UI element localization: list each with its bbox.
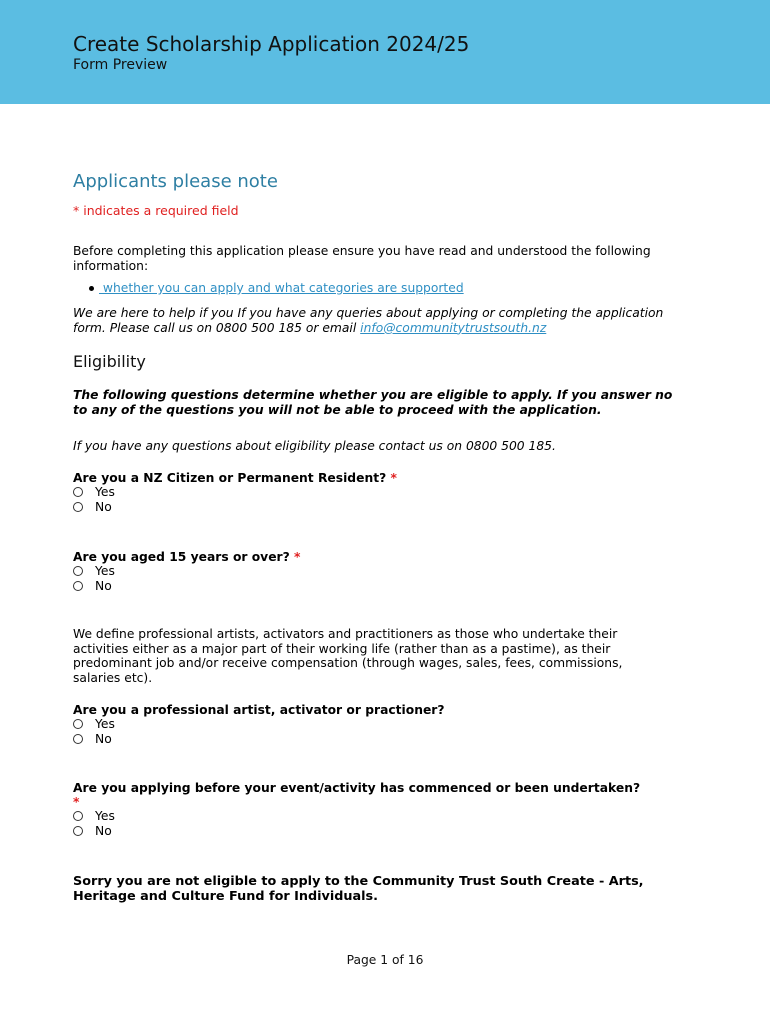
eligibility-contact: If you have any questions about eligibility please contact us on 0800 500 185. (73, 439, 556, 453)
required-star: * (390, 471, 397, 485)
ineligible-message: Sorry you are not eligible to apply to the Community Trust South Create - Arts, Heritage and Culture Fund for Individuals. (73, 874, 644, 904)
radio-icon[interactable] (73, 719, 83, 729)
required-star: * (294, 550, 301, 564)
required-field-note: * indicates a required field (73, 203, 239, 218)
info-bullet (89, 281, 464, 295)
radio-icon[interactable] (73, 487, 83, 497)
intro-paragraph: Before completing this application please ensure you have read and understood the following information: (73, 244, 651, 273)
radio-option-no[interactable]: No (73, 500, 397, 515)
help-email-link[interactable]: info@communitytrustsouth.nz (360, 320, 547, 335)
question-age (73, 550, 300, 594)
page-title: Create Scholarship Application 2024/25 (73, 32, 470, 56)
help-paragraph (73, 306, 673, 336)
notes-heading: Applicants please note (73, 171, 278, 192)
question-label: Are you aged 15 years or over? (73, 550, 290, 564)
help-text: We are here to help if you If you have any queries about applying or completing the application form. Please call us on 0800 500 185 or email (73, 306, 664, 335)
radio-icon[interactable] (73, 811, 83, 821)
radio-option-yes[interactable]: Yes (73, 564, 300, 579)
radio-icon[interactable] (73, 826, 83, 836)
eligibility-heading: Eligibility (73, 352, 146, 371)
question-timing (73, 781, 640, 839)
question-label: Are you applying before your event/activity has commenced or been undertaken? (73, 781, 641, 795)
page-number: Page 1 of 16 (346, 953, 424, 967)
bullet-icon (89, 286, 94, 291)
eligibility-info-link[interactable]: whether you can apply and what categories are supported (99, 281, 464, 295)
question-label: Are you a NZ Citizen or Permanent Resident? (73, 471, 387, 485)
definition-paragraph: We define professional artists, activators and practitioners as those who undertake their activities either as a major part of their working life (rather than as a pastime), as their predominant job and/or receive compensation (through wages, sales, fees, commissions, salaries etc). (73, 627, 623, 685)
radio-option-yes[interactable]: Yes (73, 485, 397, 500)
page-subtitle: Form Preview (73, 57, 168, 73)
radio-option-no[interactable]: No (73, 824, 640, 839)
radio-icon[interactable] (73, 581, 83, 591)
required-star: * (73, 795, 80, 809)
radio-option-no[interactable]: No (73, 732, 445, 747)
eligibility-lead: The following questions determine whether you are eligible to apply. If you answer no to any of the questions you will not be able to proceed with the application. (73, 388, 673, 417)
header-banner (0, 0, 770, 104)
question-label: Are you a professional artist, activator or practioner? (73, 703, 445, 717)
question-professional (73, 703, 445, 747)
radio-icon[interactable] (73, 734, 83, 744)
radio-option-no[interactable]: No (73, 579, 300, 594)
radio-icon[interactable] (73, 502, 83, 512)
question-citizen (73, 471, 397, 515)
radio-option-yes[interactable]: Yes (73, 809, 640, 824)
radio-option-yes[interactable]: Yes (73, 717, 445, 732)
radio-icon[interactable] (73, 566, 83, 576)
